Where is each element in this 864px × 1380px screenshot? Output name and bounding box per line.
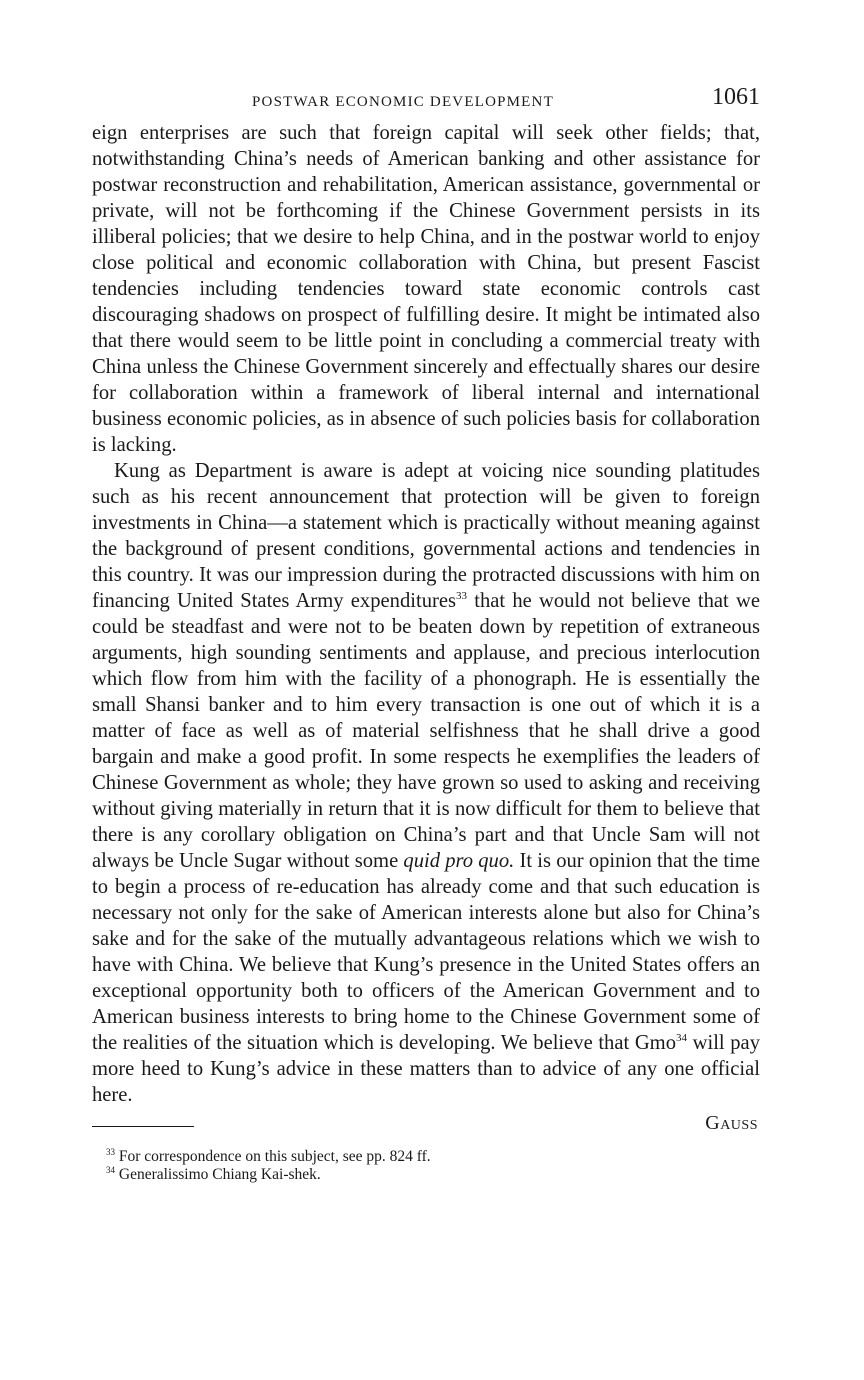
paragraph-2-part-b: that he would not believe that we could be steadfast and were not to be beaten down by repetition of extraneous arguments, high sounding sentiments and applause, and precious interlocution which flow from him with the facility of a phonograph. He is essentially the small Shansi banker and to him every transaction is one out of which it is a matter of face as well as of material selfishness that he shall drive a good bargain and make a good profit. In some respects he exemplifies the leaders of Chinese Government as whole; they have grown so used to asking and receiving without giving materially in return that it is now difficult for them to believe that there is any corollary obligation on China’s part and that Uncle Sam will not always be Uncle Sugar without some [92,590,760,872]
running-head [92,84,760,120]
footnote-ref-33: 33 [456,590,468,602]
paragraph-2-part-a: Kung as Department is aware is adept at voicing nice sounding platitudes such as his recent announcement that protection will be given to foreign investments in China—a statement which is practically without meaning against the background of present conditions, governmental actions and tendencies in this country. It was our impression during the protracted discussions with him on financing United States Army expenditures [92,460,760,612]
paragraph-continuation [92,120,760,458]
italic-phrase: quid pro quo. [403,850,515,872]
paragraph-kung [92,458,760,1108]
document-page [92,84,760,1184]
page-number: 1061 [712,84,760,110]
paragraph-1-text: eign enterprises are such that foreign capital will seek other fields; that, notwithstanding China’s needs of American banking and other assistance for postwar reconstruction and rehabilitation, American assistance, governmental or private, will not be forthcoming if the Chinese Government persists in its illiberal policies; that we desire to help China, and in the postwar world to enjoy close political and economic collaboration with China, but present Fascist tendencies including tendencies toward state economic controls cast discouraging shadows on prospect of fulfilling desire. It might be intimated also that there would seem to be little point in concluding a commercial treaty with China unless the Chinese Government sincerely and effectually shares our desire for collaboration within a framework of liberal internal and international business economic policies, as in absence of such policies basis for collaboration is lacking. [92,122,760,456]
footnote-divider [92,1126,194,1127]
closing-area [92,1108,760,1152]
footnote-text: For correspondence on this subject, see pp. 824 ff. [118,1148,431,1165]
footnote-marker: 34 [106,1165,115,1175]
paragraph-2-part-c: It is our opinion that the time to begin a process of re-education has already come and that such education is necessary not only for the sake of American interests alone but also for China’s sake and for the sake of the mutually advantageous relations which we wish to have with China. We believe that Kung’s presence in the United States offers an exceptional opportunity both to officers of the American Government and to American business interests to bring home to the Chinese Government some of the realities of the situation which is developing. We believe that Gmo [92,850,760,1054]
footnote-text: Generalissimo Chiang Kai-shek. [118,1166,321,1183]
body-text [92,120,760,1108]
running-title: POSTWAR ECONOMIC DEVELOPMENT [252,94,554,110]
footnote-ref-34: 34 [676,1032,688,1044]
paragraph-2-part-d: will pay more heed to Kung’s advice in these matters than to advice of any one official here. [92,1032,760,1106]
footnote-34 [92,1166,760,1184]
signature: Gauss [705,1112,758,1134]
footnotes [92,1148,760,1184]
footnote-marker: 33 [106,1147,115,1157]
